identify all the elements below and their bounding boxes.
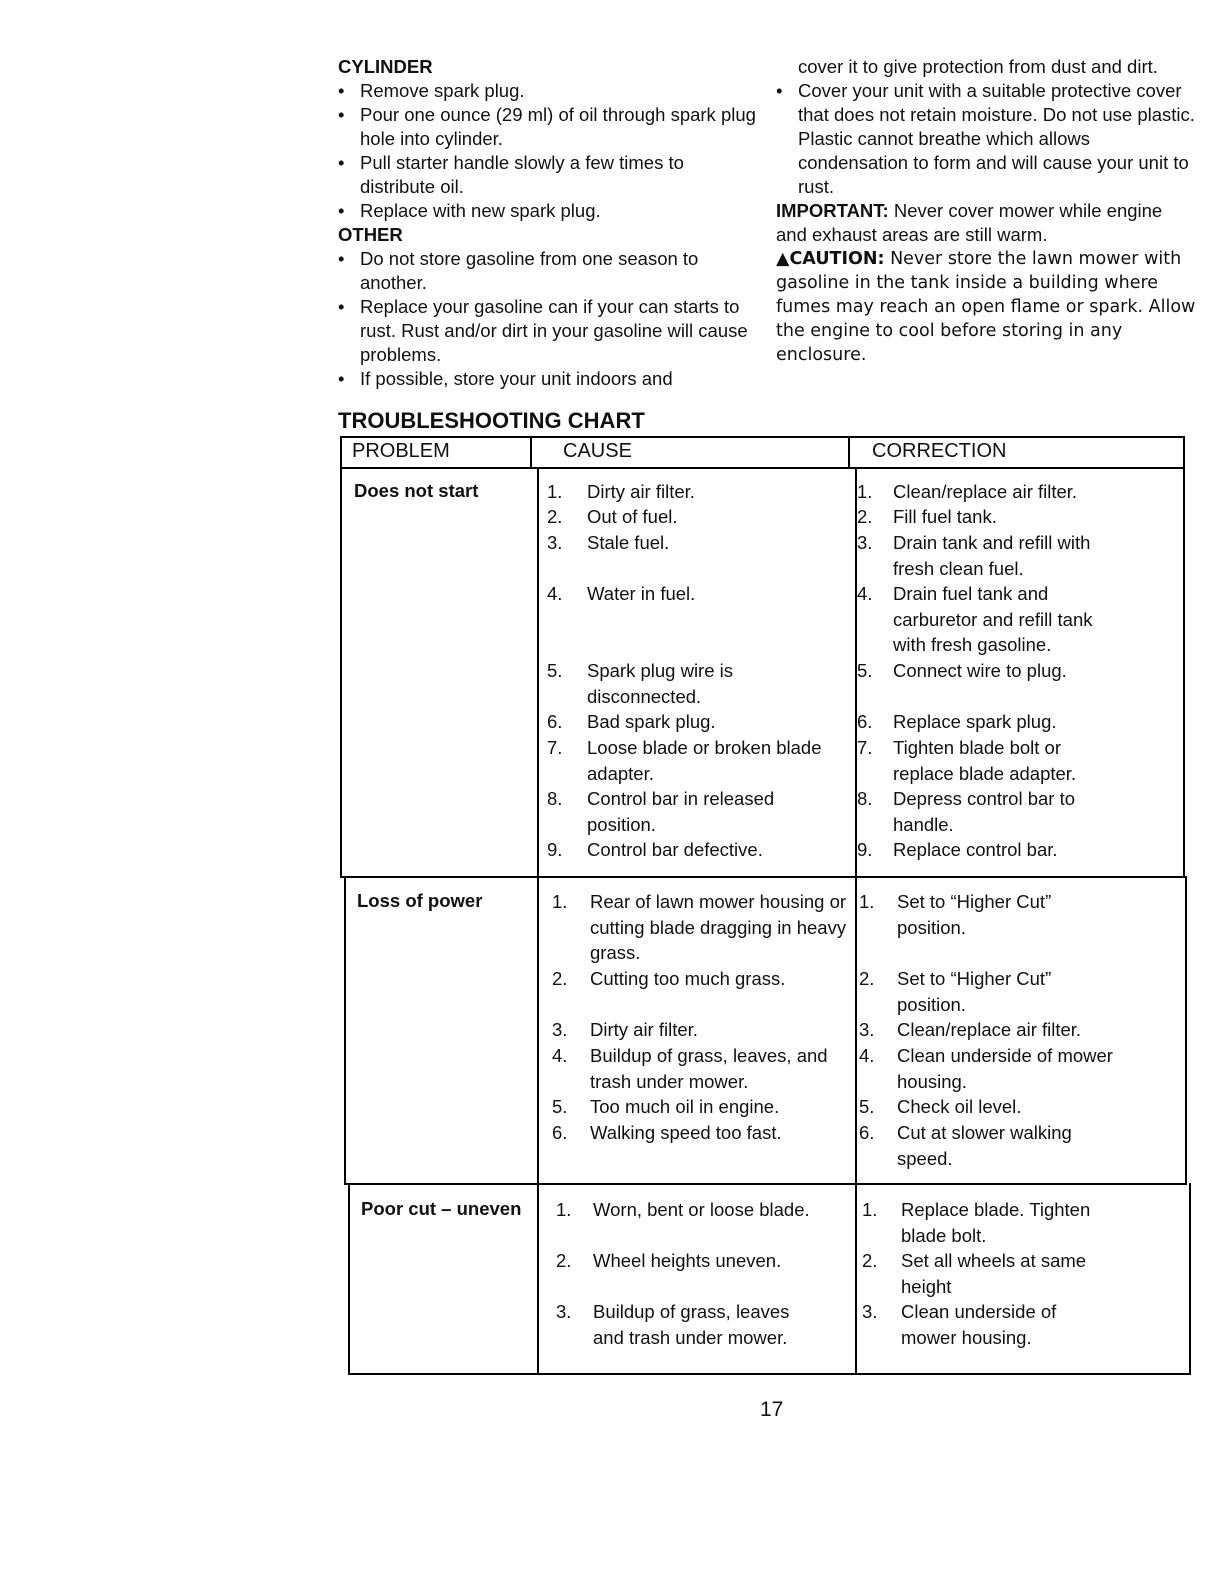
header-correction: CORRECTION	[872, 440, 1007, 462]
item-number: 5.	[552, 1096, 568, 1117]
item-number: 2.	[547, 506, 563, 527]
item-text: Too much oil in engine.	[590, 1096, 780, 1117]
item-number: 4.	[547, 583, 563, 604]
item-number: 9.	[547, 839, 563, 860]
header-left-border	[340, 436, 342, 468]
item-number: 2.	[857, 506, 873, 527]
header-right-border	[1183, 436, 1185, 468]
page-number: 17	[760, 1398, 784, 1421]
item-number: 2.	[556, 1250, 572, 1271]
important-note	[776, 199, 1196, 247]
important-text: Never cover mower while engine and exhaust areas are still warm.	[776, 200, 1163, 245]
other-heading: OTHER	[338, 224, 403, 245]
item-number: 3.	[552, 1019, 568, 1040]
cause-column-divider	[537, 467, 539, 1375]
item-number: 9.	[857, 839, 873, 860]
item-text: Loose blade or broken blade adapter.	[587, 737, 822, 784]
item-number: 5.	[857, 660, 873, 681]
continuation-text: cover it to give protection from dust and dirt.	[798, 56, 1158, 77]
item-number: 8.	[547, 788, 563, 809]
item-text: Dirty air filter.	[587, 481, 695, 502]
header-cause: CAUSE	[563, 440, 632, 462]
item-text: Set all wheels at same height	[901, 1250, 1087, 1297]
list-item: • Replace with new spark plug.	[338, 199, 758, 223]
list-item: • If possible, store your unit indoors and	[338, 367, 758, 391]
item-text: Connect wire to plug.	[893, 660, 1067, 681]
item-text: Rear of lawn mower housing or cutting blade dragging in heavy grass.	[590, 891, 847, 963]
list-item: • Replace your gasoline can if your can starts to rust. Rust and/or dirt in your gasoline will cause problems.	[338, 295, 758, 367]
problem-label: Loss of power	[357, 890, 483, 911]
problem-label: Poor cut – uneven	[361, 1198, 522, 1219]
item-text: Fill fuel tank.	[893, 506, 997, 527]
header-divider	[848, 436, 850, 468]
item-number: 2.	[859, 968, 875, 989]
item-text: Dirty air filter.	[590, 1019, 698, 1040]
item-text: Out of fuel.	[587, 506, 678, 527]
row-right-border	[1189, 1183, 1191, 1375]
caution-text: Never store the lawn mower with gasoline in the tank inside a building where fumes may reach an open flame or spark. Allow the engine to cool before storing in any enclosure.	[776, 249, 1196, 365]
item-number: 1.	[552, 891, 568, 912]
problem-label: Does not start	[354, 480, 479, 501]
item-text: Clean underside of mower housing.	[897, 1045, 1113, 1092]
list-item: • Cover your unit with a suitable protective cover that does not retain moisture. Do not use plastic. Plastic cannot breathe which allows condensation to form and will cause your unit to rust.	[776, 79, 1196, 199]
item-number: 5.	[547, 660, 563, 681]
cylinder-list	[338, 79, 758, 223]
item-text: Replace spark plug.	[893, 711, 1057, 732]
item-text: Replace blade. Tighten blade bolt.	[901, 1199, 1091, 1246]
right-list	[776, 79, 1196, 199]
item-number: 6.	[859, 1122, 875, 1143]
item-number: 2.	[862, 1250, 878, 1271]
other-list	[338, 247, 758, 391]
item-text: Buildup of grass, leaves, and trash under mower.	[590, 1045, 828, 1092]
header-divider	[530, 436, 532, 468]
item-number: 1.	[859, 891, 875, 912]
row-right-border	[1185, 876, 1187, 1184]
item-number: 7.	[547, 737, 563, 758]
item-text: Drain fuel tank and carburetor and refill tank with fresh gasoline.	[893, 583, 1093, 655]
caution-note	[776, 247, 1196, 367]
item-number: 8.	[857, 788, 873, 809]
item-text: Control bar in released position.	[587, 788, 775, 835]
item-text: Spark plug wire is disconnected.	[587, 660, 734, 707]
item-text: Tighten blade bolt or replace blade adapter.	[893, 737, 1077, 784]
row-left-border	[340, 467, 342, 877]
cylinder-heading: CYLINDER	[338, 56, 433, 77]
list-item: • Pull starter handle slowly a few times to distribute oil.	[338, 151, 758, 199]
item-text: Set to “Higher Cut” position.	[897, 968, 1052, 1015]
item-text: Replace control bar.	[893, 839, 1058, 860]
item-number: 3.	[857, 532, 873, 553]
item-number: 1.	[857, 481, 873, 502]
item-text: Water in fuel.	[587, 583, 696, 604]
item-text: Cut at slower walking speed.	[897, 1122, 1072, 1169]
item-text: Clean/replace air filter.	[893, 481, 1078, 502]
list-item: • Remove spark plug.	[338, 79, 758, 103]
item-number: 1.	[862, 1199, 878, 1220]
item-number: 6.	[857, 711, 873, 732]
item-number: 4.	[859, 1045, 875, 1066]
item-text: Bad spark plug.	[587, 711, 716, 732]
important-label: IMPORTANT:	[776, 200, 889, 221]
item-text: Buildup of grass, leaves and trash under mower.	[593, 1301, 790, 1348]
item-number: 3.	[556, 1301, 572, 1322]
row-separator	[340, 876, 1185, 878]
item-number: 6.	[552, 1122, 568, 1143]
table-top-border	[340, 436, 1185, 438]
item-number: 1.	[547, 481, 563, 502]
item-text: Walking speed too fast.	[590, 1122, 782, 1143]
right-column	[776, 55, 1196, 367]
table-bottom-border	[348, 1373, 1191, 1375]
row-right-border	[1183, 467, 1185, 877]
item-number: 4.	[857, 583, 873, 604]
item-text: Depress control bar to handle.	[893, 788, 1076, 835]
item-text: Wheel heights uneven.	[593, 1250, 782, 1271]
header-bottom-border	[340, 467, 1185, 469]
row-left-border	[344, 876, 346, 1184]
item-text: Drain tank and refill with fresh clean fuel.	[893, 532, 1091, 579]
item-text: Set to “Higher Cut” position.	[897, 891, 1052, 938]
item-number: 1.	[556, 1199, 572, 1220]
header-problem: PROBLEM	[352, 440, 450, 462]
item-number: 4.	[552, 1045, 568, 1066]
item-number: 6.	[547, 711, 563, 732]
item-number: 7.	[857, 737, 873, 758]
row-separator	[344, 1183, 1187, 1185]
item-text: Worn, bent or loose blade.	[593, 1199, 810, 1220]
item-text: Control bar defective.	[587, 839, 763, 860]
item-number: 2.	[552, 968, 568, 989]
chart-title: TROUBLESHOOTING CHART	[338, 408, 645, 433]
item-number: 5.	[859, 1096, 875, 1117]
caution-label: CAUTION:	[789, 249, 885, 269]
item-text: Clean/replace air filter.	[897, 1019, 1082, 1040]
item-text: Stale fuel.	[587, 532, 670, 553]
list-item: • Pour one ounce (29 ml) of oil through spark plug hole into cylinder.	[338, 103, 758, 151]
item-text: Cutting too much grass.	[590, 968, 786, 989]
item-text: Check oil level.	[897, 1096, 1022, 1117]
item-number: 3.	[859, 1019, 875, 1040]
item-number: 3.	[547, 532, 563, 553]
left-column	[338, 55, 758, 391]
row-left-border	[348, 1183, 350, 1375]
item-number: 3.	[862, 1301, 878, 1322]
item-text: Clean underside of mower housing.	[901, 1301, 1057, 1348]
warning-triangle-icon: ▲	[776, 249, 790, 269]
list-item: • Do not store gasoline from one season to another.	[338, 247, 758, 295]
